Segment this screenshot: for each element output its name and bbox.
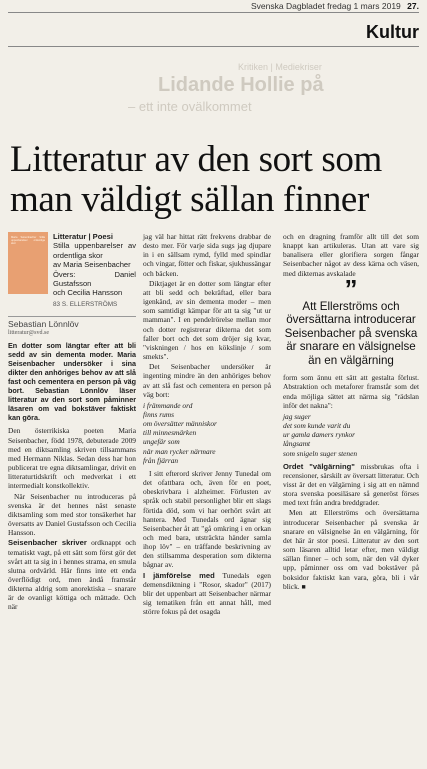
body-paragraph: När Seisenbacher nu introduceras på svenska är det hennes näst senaste diktsamling som med stor tonsäkerhet har översatts av Daniel Gustafsson och Cecilia Hansson. xyxy=(8,491,136,538)
book-info xyxy=(53,232,136,310)
body-paragraph: Seisenbacher skriver ordknappt och tematiskt vagt, på ett sätt som först gör det svårt att ta sig in i hennes strama, en smula slutna ordvärld. Här finns inte ett enda överflödigt ord, men ändå framstår dikterna aldrig som anorektiska – snarare är de ovanligt köttiga och mättade. Och när xyxy=(8,538,136,612)
quote-mark-icon: ” xyxy=(344,273,358,304)
poem-line: till minnesmärken xyxy=(143,428,197,438)
header-rule xyxy=(8,12,419,13)
headline-line: Litteratur av den sort som xyxy=(10,139,382,180)
book-author: av Maria Seisenbacher xyxy=(53,260,131,270)
poem-line: ur gamla damers rynkor xyxy=(283,430,356,440)
book-publisher: 83 S. ELLERSTRÖMS xyxy=(53,300,118,308)
review-category: Litteratur | Poesi xyxy=(53,232,113,241)
body-paragraph: och en dragning framför allt till det som knappt kan artikuleras. Utan att vare sig banalisera eller glorifiera sorgen fångar Seisenbacher något av dess kärna och väsen, med dikternas avskalade xyxy=(283,232,419,278)
byline xyxy=(8,316,136,338)
body-paragraph: Den österrikiska poeten Maria Seisenbacher, född 1978, debuterade 2009 med en diktsamling skriven tillsammans med Hermann Niklas. Sedan dess har hon publicerat tre egna diktsamlingar, drivit en litteraturtidskrift och medverkat i ett intermedialt konstkollektiv. xyxy=(8,426,136,491)
pull-quote xyxy=(283,273,419,368)
poem-line: som snigeln suger stenen xyxy=(283,448,358,458)
poem-line: det som kunde varit du xyxy=(283,421,351,431)
book-title: Stilla uppenbarelser av ordentliga skor xyxy=(53,241,136,260)
article-column-1 xyxy=(8,232,136,613)
body-paragraph: Det Seisenbacher undersöker är ingenting mindre än den anhöriges behov av att slå fast och cementera en person på väg bort: xyxy=(143,362,271,399)
book-translators: och Cecilia Hansson xyxy=(53,288,123,298)
poem-line: i främmande ord xyxy=(143,400,193,410)
body-paragraph: Ordet "välgärning" missbrukas ofta i recensioner, särskilt av översatt litteratur. Och visst är det en välgärning i sig att en nämnd stora svenska poesiläsare så generöst förses med text från andra breddgrader. xyxy=(283,461,419,508)
body-paragraph: form som ännu ett sätt att gestalta förlust. Abstraktion och metaforer framstår som det enda möjliga sättet att närma sig "rädslan inför det nakna": xyxy=(283,373,419,410)
book-translators: Övers: Daniel Gustafsson xyxy=(53,269,136,289)
book-cover: Maria Seisenbacher Stilla uppenbarelser ordentliga skor xyxy=(8,232,48,294)
section-title: Kultur xyxy=(366,22,419,42)
article-column-3 xyxy=(283,232,419,593)
poem-line: jag suger xyxy=(283,411,311,421)
poem-line: när man rycker närmare xyxy=(143,446,216,456)
pull-quote-text: Att Ellerströms och översättarna introducerar Seisenbacher på svenska är snarare en välsignelse än en välgärning xyxy=(284,299,418,367)
body-paragraph: I jämförelse med Tunedals egen demensdiktning i "Rosor, skador" (2017) blir det uppenbart att Seisenbacher närmar sig tematiken från ett annat håll, med större fokus på det osagda xyxy=(143,570,271,617)
article-column-2 xyxy=(143,232,271,617)
review-factbox xyxy=(8,232,136,310)
subheading: Ordet "välgärning" xyxy=(283,461,355,471)
body-paragraph: Men att Ellerströms och översättarna introducerar Seisenbacher på svenska är snarare en välsignelse än en välgärning, för det här är stor poesi. Litteratur av den sort som läsaren alltid letar efter, men väldigt sällan finner – och som, när den väl dyker upp, påminner oss om vad bokstäver på boksidor faktiskt kan vara, göra, bli i vår blick. ■ xyxy=(283,508,419,591)
end-mark-icon: ■ xyxy=(301,582,306,591)
subheading: I jämförelse med xyxy=(143,570,215,580)
headline-line: man väldigt sällan finner xyxy=(10,179,369,220)
body-paragraph: Diktjaget är en dotter som längtar efter att bli sedd och bekräftad, eller bara igenkänd, av sin dementa moder – men som samtidigt kämpar för att ta sig "ut ur mamman". I en pendelrörelse mellan mor och dotter registrerar dikterna det som faller bort och det som dröjer sig kvar, "viskningen / hos en kökslinje / som smekts". xyxy=(143,278,271,362)
section-rule xyxy=(8,46,419,47)
headline xyxy=(10,140,420,220)
page-number: 27. xyxy=(407,1,419,11)
subheading: Seisenbacher skriver xyxy=(8,538,87,548)
poem-line: från fjärran xyxy=(143,455,179,465)
poem-line: ungefär som xyxy=(143,437,180,447)
body-paragraph: jag väl har hittat rätt frekvens drabbar de desto mer. För varje sida sugs jag djupare in i en sällsam rymd, fylld med spindlar och vingar, fötter och fiskar, sjukhussängar och bäcken. xyxy=(143,232,271,278)
poem-line: om översätter människor xyxy=(143,419,217,429)
lead-paragraph: En dotter som längtar efter att bli sedd av sin dementa moder. Maria Seisenbacher undersöker i sina dikter den anhöriges behov av att slå fast och cementera en person på väg bort. Sebastian Lönnlöv läser litteratur av den sort som påminner läsaren om vad bokstäver faktiskt kan göra. xyxy=(8,341,136,422)
poem-line: finns rums xyxy=(143,409,175,419)
bleed-through-text: Kritiken | Mediekriser Lidande Hollie på – ett inte ovälkommet xyxy=(128,62,324,114)
body-paragraph: I sitt efterord skriver Jenny Tunedal om det ofattbara och, även för en poet, obeskrivbara i alzheimer. Förlusten av språk och stabil personlighet blir ett slags förtida död, som vi har oerhört svårt att hantera. Med Tunedals ord ägnar sig Seisenbacher åt att "gå omkring i en orkan och med bara, utsträckta händer samla ihop löv" – en träffande beskrivning av den stillsamma desperation som dikterna bågnar av. xyxy=(143,468,271,570)
poem-excerpt xyxy=(143,401,271,465)
poem-excerpt xyxy=(283,412,419,458)
poem-line: långsamt xyxy=(283,439,311,449)
page-header xyxy=(0,0,427,12)
author-email[interactable]: litteratur@svd.se xyxy=(8,330,50,337)
author-name: Sebastian Lönnlöv xyxy=(8,319,79,329)
paper-date: Svenska Dagbladet fredag 1 mars 2019 xyxy=(251,1,401,11)
